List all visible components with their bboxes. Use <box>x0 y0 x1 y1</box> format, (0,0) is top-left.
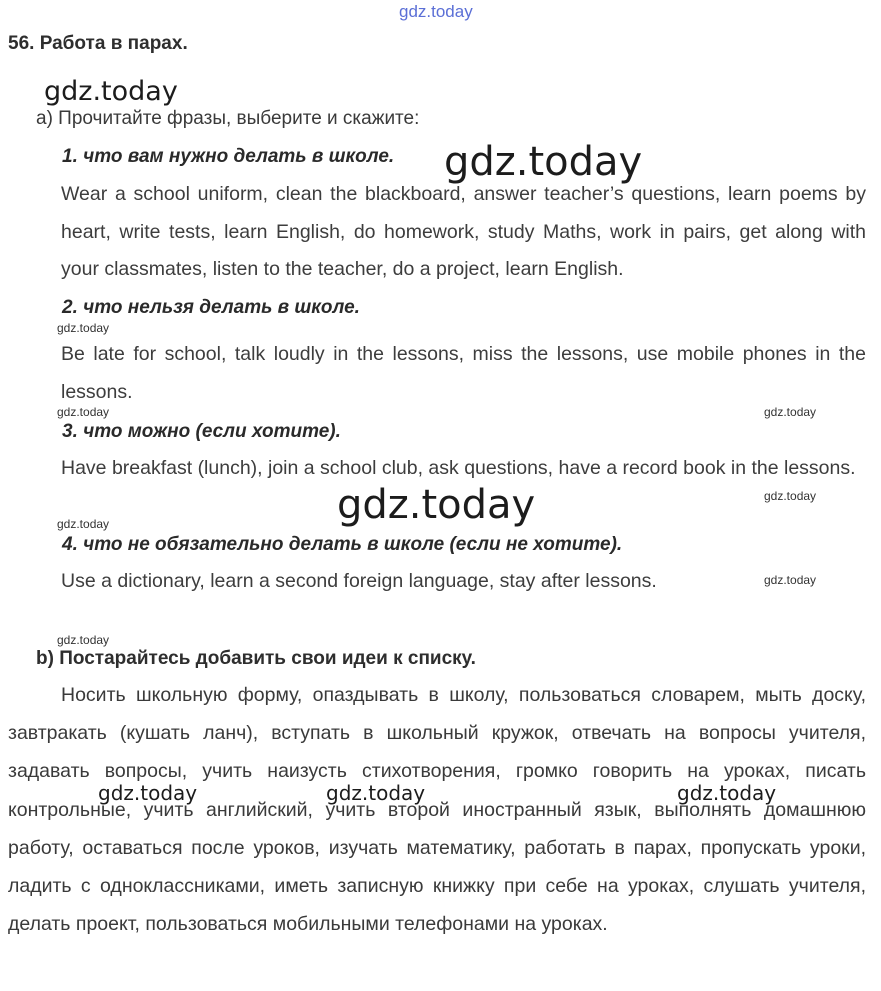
section-heading-4: 4. что не обязательно делать в школе (если не хотите). <box>62 534 623 555</box>
watermark-text: gdz.today <box>764 489 817 503</box>
watermark-text: gdz.today <box>57 633 110 647</box>
watermark-text: gdz.today <box>44 76 178 107</box>
watermark-header-link[interactable]: gdz.today <box>399 2 473 21</box>
part-b-heading: b) Постарайтесь добавить свои идеи к списку. <box>36 648 476 669</box>
watermark-text: gdz.today <box>57 405 110 419</box>
watermark-text: gdz.today <box>764 405 817 419</box>
watermark-text: gdz.today <box>337 482 536 528</box>
watermark-text: gdz.today <box>764 573 817 587</box>
answer-paragraph: Носить школьную форму, опаздывать в школу, пользоваться словарем, мыть доску, завтракать (кушать ланч), вступать в школьный кружок, отвечать на вопросы учителя, задавать вопросы, учить наизусть стихотворения, громко говорить на уроках, писать контрольные, учить английский, учить второй иностранный язык, выполнять домашнюю работу, оставаться после уроков, изучать математику, работать в парах, пропускать уроки, ладить с одноклассниками, иметь записную книжку при себе на уроках, слушать учителя, делать проект, пользоваться мобильными телефонами на уроках. <box>8 684 866 936</box>
section-text-2: Be late for school, talk loudly in the lessons, miss the lessons, use mobile phones in the lessons. <box>61 343 866 403</box>
exercise-title: 56. Работа в парах. <box>8 33 188 54</box>
section-text-4: Use a dictionary, learn a second foreign language, stay after lessons. <box>61 570 657 592</box>
watermark-text: gdz.today <box>57 321 110 335</box>
watermark-text: gdz.today <box>98 781 198 805</box>
section-heading-3: 3. что можно (если хотите). <box>62 421 341 442</box>
watermark-text: gdz.today <box>57 517 110 531</box>
watermark-text: gdz.today <box>677 781 777 805</box>
watermark-text: gdz.today <box>326 781 426 805</box>
watermark-text: gdz.today <box>444 139 643 185</box>
part-a-intro: a) Прочитайте фразы, выберите и скажите: <box>36 108 420 129</box>
section-heading-1: 1. что вам нужно делать в школе. <box>62 146 395 167</box>
section-text-3: Have breakfast (lunch), join a school club, ask questions, have a record book in the lessons. <box>61 457 856 479</box>
section-text-1: Wear a school uniform, clean the blackboard, answer teacher’s questions, learn poems by heart, write tests, learn English, do homework, study Maths, work in pairs, get along with your classmates, listen to the teacher, do a project, learn English. <box>61 183 866 280</box>
section-heading-2: 2. что нельзя делать в школе. <box>62 297 360 318</box>
